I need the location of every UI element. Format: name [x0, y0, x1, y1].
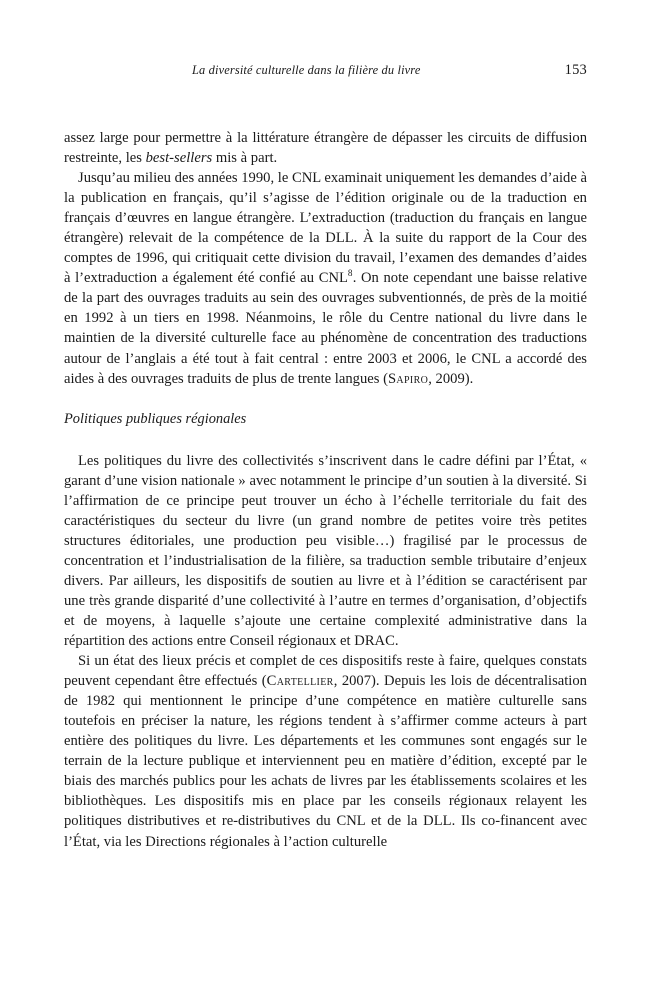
paragraph-2-part-1: Jusqu’au milieu des années 1990, le CNL examinait uniquement les demandes d’aide à la publication en français, qu’il s’agisse de l’édition originale ou de la traduction en français d’œuvres en langue étrangère. L’extraduction (traduction du français en langue étrangère) relevait de la compétence de la DLL. À la suite du rapport de la Cour des comptes de 1996, qui critiquait cette division du travail, l’examen des demandes d’aides à l’extraduction a également été confié au CNL	[64, 170, 587, 287]
paragraph-4-part-1: Si un état des lieux précis et complet de ces dispositifs reste à faire, quelques constats peuvent cependant être effectués (	[64, 653, 587, 690]
running-head-title: La diversité culturelle dans la filière du livre	[192, 63, 421, 77]
paragraph-2-part-3: , 2009).	[428, 370, 474, 387]
main-text-column	[64, 128, 587, 852]
section-heading-politiques-publiques-regionales: Politiques publiques régionales	[64, 410, 247, 427]
spacer-after-heading	[64, 429, 587, 451]
citation-author-sapiro: Sapiro	[387, 370, 429, 387]
paragraph-politiques-collectivites	[64, 451, 587, 651]
paragraph-3-text: Les politiques du livre des collectivités s’inscrivent dans le cadre défini par l’État, « garant d’une vision nationale » avec notamment le principe d’un soutien à la diversité. Si l’affirmation de ce principe peut trouver un écho à l’échelle territoriale du fait des caractéristiques du secteur du livre (un grand nombre de petites voire très petites structures éditoriales, une production peu visible…) fragilisé par le processus de concentration et l’industrialisation de la filière, sa traduction semble tributaire d’enjeux divers. Par ailleurs, les dispositifs de soutien au livre et à l’édition se caractérisent par une très grande disparité d’une collectivité à l’autre en termes d’organisation, d’objectifs et de moyens, à laquelle s’ajoute une certaine complexité administrative dans la répartition des actions entre Conseil régionaux et DRAC.	[64, 452, 587, 650]
paragraph-2-part-2: . On note cependant une baisse relative de la part des ouvrages traduits au sein des ouvrages subventionnés, de près de la moitié en 1992 à un tiers en 1998. Néanmoins, le rôle du Centre national du livre dans le maintien de la diversité culturelle face au phénomène de concentration des traductions autour de l’anglais a été tout à fait central : entre 2003 et 2006, le CNL a accordé des aides à des ouvrages traduits de plus de trente langues (	[64, 270, 587, 387]
footnote-marker[interactable]: 8	[347, 268, 353, 279]
paragraph-1-text-before-italic: assez large pour permettre à la littérature étrangère de dépasser les circuits de diffusion restreinte, les	[64, 130, 587, 167]
citation-author-cartellier: Cartellier	[266, 673, 334, 690]
running-head	[64, 62, 587, 79]
italic-term-best-sellers: best-sellers	[145, 150, 213, 167]
paragraph-cnl-history	[64, 168, 587, 389]
paragraph-continuation	[64, 128, 587, 168]
paragraph-etat-des-lieux	[64, 651, 587, 851]
page-number: 153	[564, 62, 587, 78]
paragraph-1-text-after-italic: mis à part.	[212, 150, 278, 167]
spacer-before-heading	[64, 389, 587, 409]
paragraph-4-part-2: , 2007). Depuis les lois de décentralisation de 1982 qui mentionnent le principe d’une compétence en matière culturelle sans toutefois en préciser la nature, les régions tendent à s’affirmer comme acteurs à part entière des politiques du livre. Les départements et les communes sont engagés sur le terrain de la lecture publique et interviennent peu en matière d’édition, excepté par le biais des marchés publics pour les achats de livres par les établissements scolaires et les bibliothèques. Les dispositifs mis en place par les conseils régionaux relayent les politiques distributives et re-distributives du CNL et de la DLL. Ils co-financent avec l’État, via les Directions régionales à l’action culturelle	[64, 673, 587, 850]
